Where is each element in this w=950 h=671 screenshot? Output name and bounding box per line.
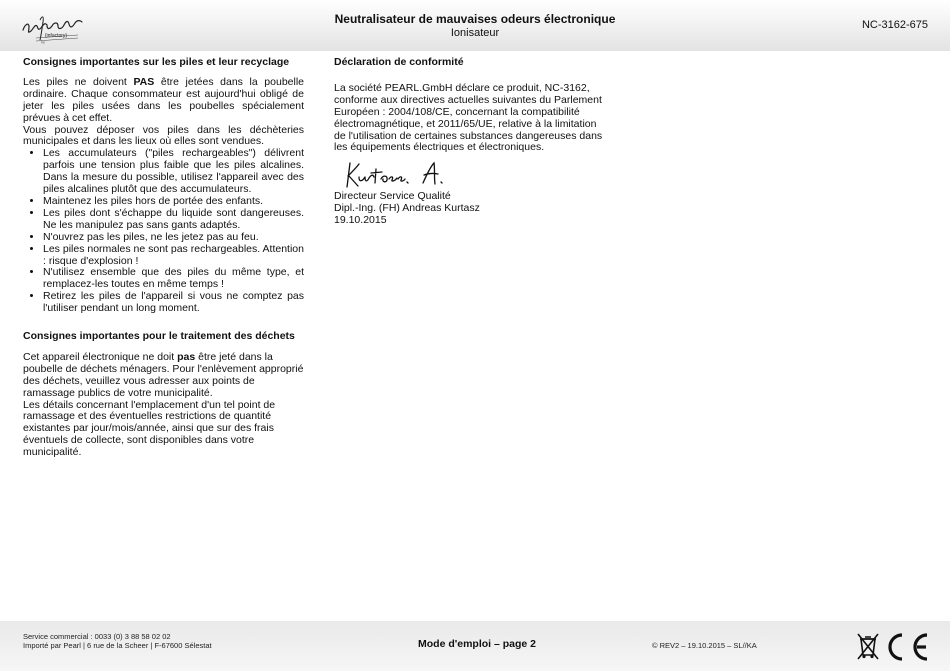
- waste-heading: Consignes importantes pour le traitement des déchets: [23, 330, 295, 343]
- list-item: • Retirez les piles de l'appareil si vous ne comptez pas l'utiliser pendant un long moment.: [43, 291, 304, 315]
- importer-address: Importé par Pearl | 6 rue de la Scheer | F-67600 Sélestat: [23, 641, 212, 650]
- left-column: [23, 57, 304, 459]
- waste-paragraph-2: Les détails concernant l'emplacement d'un tel point de ramassage et des éventuelles restrictions de quantité existantes par jour/mois/année, ainsi que sur des frais éventuels de collecte, sont disponibles dans votre municipalité.: [23, 398, 276, 459]
- conformity-heading: Déclaration de conformité: [334, 56, 464, 68]
- ce-mark-icon: [882, 631, 930, 663]
- battery-paragraph-1: Les piles ne doivent PAS être jetées dans la poubelle ordinaire. Chaque consommateur est aujourd'hui obligé de jeter les piles usées dans les poubelles spécialement prévues à cet effet.: [23, 75, 305, 124]
- page-title: Neutralisateur de mauvaises odeurs électronique: [334, 12, 616, 26]
- signature-image: [344, 160, 452, 190]
- conformity-text: La société PEARL.GmbH déclare ce produit, NC-3162, conforme aux directives actuelles suivantes du Parlement Européen : 2004/108/CE, concernant la compatibilité électromagnétique, et 2011/65/UE, relative à la limitation de l'utilisation de certaines substances dangereuses dans les équipements électriques et électroniques.: [334, 81, 603, 154]
- emphasis-pas: pas: [177, 350, 196, 363]
- right-column: [334, 57, 606, 227]
- battery-heading: Consignes importantes sur les piles et leur recyclage: [23, 56, 290, 68]
- svg-text:(infactory): (infactory): [44, 33, 68, 39]
- service-phone: Service commercial : 0033 (0) 3 88 58 02 02: [23, 632, 171, 641]
- list-item: • Les piles normales ne sont pas rechargeables. Attention : risque d'explosion !: [43, 244, 304, 268]
- signer-title: Directeur Service Qualité: [334, 190, 451, 203]
- signature-date: 19.10.2015: [334, 214, 387, 227]
- page-label: Mode d'emploi – page 2: [418, 638, 537, 650]
- page-header: [0, 0, 950, 51]
- document-number: NC-3162-675: [861, 19, 928, 31]
- revision-info: © REV2 – 19.10.2015 – SL//KA: [652, 641, 757, 650]
- list-item: • N'utilisez ensemble que des piles du même type, et remplacez-les toutes en même temps !: [43, 267, 304, 291]
- list-item: • Maintenez les piles hors de portée des enfants.: [43, 196, 304, 208]
- waste-section: [23, 331, 304, 459]
- battery-bullet-list: [23, 148, 304, 315]
- list-item: • Les accumulateurs ("piles rechargeables") délivrent parfois une tension plus faible que les piles alcalines. Dans la mesure du possible, utilisez l'appareil avec des piles alcalines plutôt que des accumulateurs.: [43, 148, 304, 196]
- list-item: • Les piles dont s'échappe du liquide sont dangereuses. Ne les manipulez pas sans gants adaptés.: [43, 208, 304, 232]
- infactory-logo: [20, 10, 86, 44]
- battery-paragraph-2: Vous pouvez déposer vos piles dans les déchèteries municipales et dans les lieux où elles sont vendues.: [23, 123, 304, 148]
- page-subtitle: Ionisateur: [450, 27, 500, 39]
- svg-text:TM: TM: [41, 41, 45, 44]
- emphasis-pas: PAS: [133, 75, 155, 88]
- list-item: • N'ouvrez pas les piles, ne les jetez pas au feu.: [43, 232, 304, 244]
- signer-name: Dipl.-Ing. (FH) Andreas Kurtasz: [334, 202, 480, 215]
- page-footer: [0, 621, 950, 671]
- weee-bin-icon: [856, 631, 880, 661]
- waste-paragraph-1: Cet appareil électronique ne doit pas être jeté dans la poubelle de déchets ménagers. Pour l'enlèvement approprié des déchets, veuillez vous adresser aux points de ramassage publics de votre municipalité.: [23, 350, 304, 399]
